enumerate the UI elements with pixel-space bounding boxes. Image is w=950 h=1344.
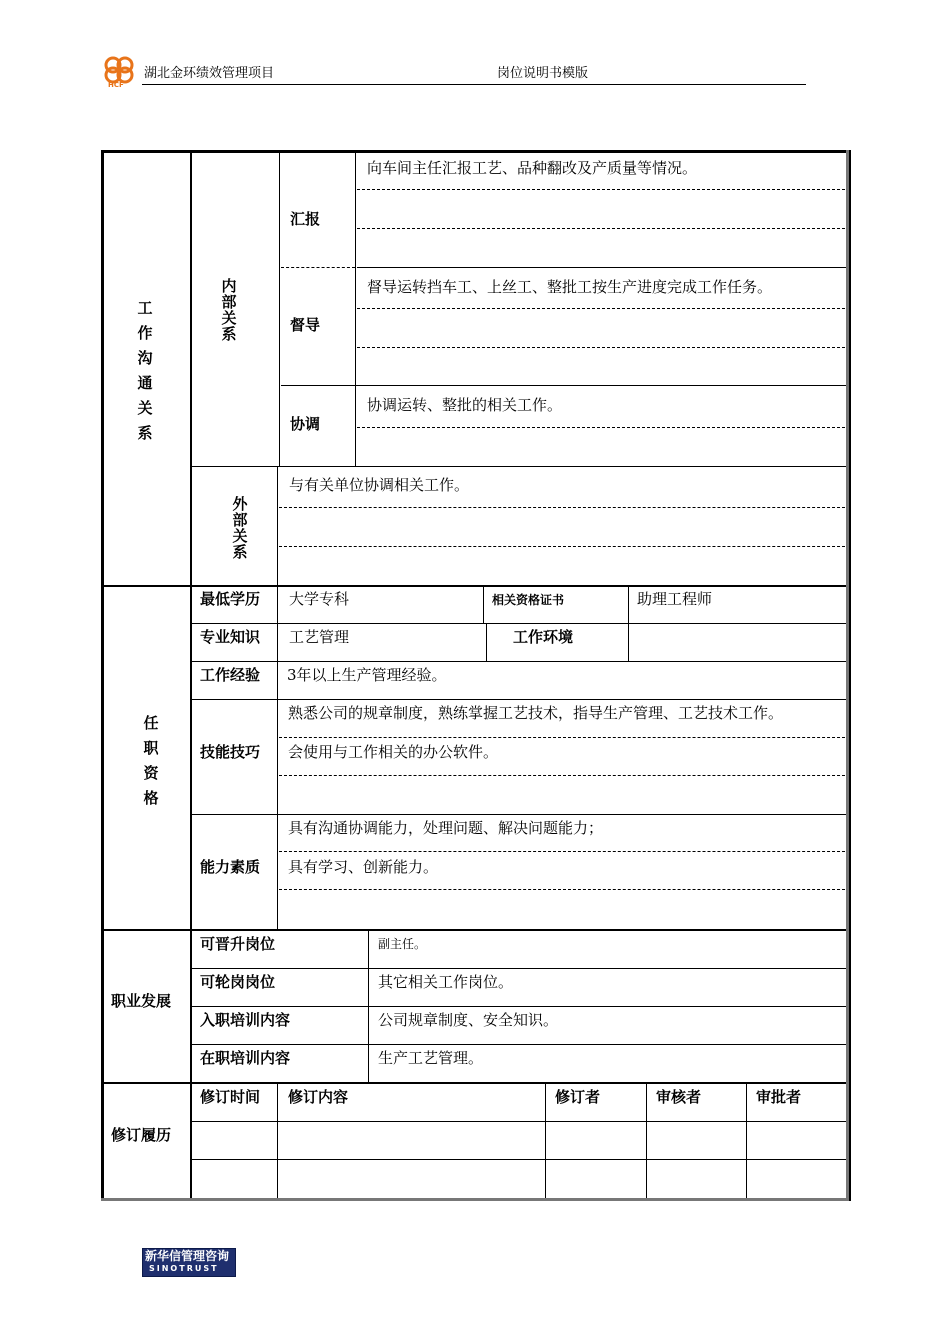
- revision-col-reviser: 修订者: [555, 1088, 601, 1106]
- coordinate-text: 协调运转、整批的相关工作。: [367, 396, 563, 414]
- onboard-value: 公司规章制度、安全知识。: [378, 1011, 559, 1029]
- footer-logo-en: SINOTRUST: [149, 1264, 219, 1273]
- revision-col-time: 修订时间: [200, 1088, 261, 1106]
- education-label: 最低学历: [200, 590, 261, 608]
- section-career: 职业发展: [111, 992, 172, 1010]
- promotion-value: 副主任。: [378, 937, 427, 951]
- section-qualifications: 任职资格: [143, 714, 159, 807]
- supervise-label: 督导: [290, 316, 321, 334]
- report-label: 汇报: [290, 210, 321, 228]
- knowledge-value: 工艺管理: [289, 628, 350, 646]
- knowledge-label: 专业知识: [200, 628, 261, 646]
- external-text: 与有关单位协调相关工作。: [289, 476, 470, 494]
- logo-text: HCF: [108, 81, 124, 89]
- coordinate-label: 协调: [290, 415, 321, 433]
- report-text: 向车间主任汇报工艺、品种翻改及产质量等情况。: [367, 159, 698, 177]
- section-revision: 修订履历: [111, 1126, 172, 1144]
- inservice-value: 生产工艺管理。: [378, 1049, 484, 1067]
- experience-label: 工作经验: [200, 666, 261, 684]
- certificate-label: 相关资格证书: [492, 593, 565, 607]
- onboard-label: 入职培训内容: [200, 1011, 291, 1029]
- header-doc-title: 岗位说明书模版: [497, 66, 589, 81]
- skill-item: 熟悉公司的规章制度，熟练掌握工艺技术，指导生产管理、工艺技术工作。: [288, 704, 784, 722]
- skill-item: 会使用与工作相关的办公软件。: [288, 743, 499, 761]
- education-value: 大学专科: [289, 590, 350, 608]
- ability-item: 具有沟通协调能力，处理问题、解决问题能力；: [288, 819, 604, 837]
- revision-col-reviewer: 审核者: [656, 1088, 702, 1106]
- footer-logo-cn: 新华信管理咨询: [145, 1249, 230, 1263]
- internal-relations-label: 内部关系: [221, 277, 237, 343]
- inservice-label: 在职培训内容: [200, 1049, 291, 1067]
- skills-label: 技能技巧: [200, 743, 261, 761]
- header-rule: [142, 84, 806, 85]
- supervise-text: 督导运转挡车工、上丝工、整批工按生产进度完成工作任务。: [367, 278, 773, 296]
- promotion-label: 可晋升岗位: [200, 935, 276, 953]
- rotation-label: 可轮岗岗位: [200, 973, 276, 991]
- revision-col-approver: 审批者: [756, 1088, 802, 1106]
- ability-item: 具有学习、创新能力。: [288, 858, 439, 876]
- rotation-value: 其它相关工作岗位。: [378, 973, 514, 991]
- external-relations-label: 外部关系: [232, 495, 248, 561]
- certificate-value: 助理工程师: [637, 590, 713, 608]
- environment-label: 工作环境: [513, 628, 574, 646]
- experience-value: 3年以上生产管理经验。: [287, 666, 447, 684]
- revision-col-content: 修订内容: [288, 1088, 349, 1106]
- section-work-relations: 工作沟通关系: [137, 299, 153, 442]
- ability-label: 能力素质: [200, 858, 261, 876]
- header-project: 湖北金环绩效管理项目: [144, 66, 275, 81]
